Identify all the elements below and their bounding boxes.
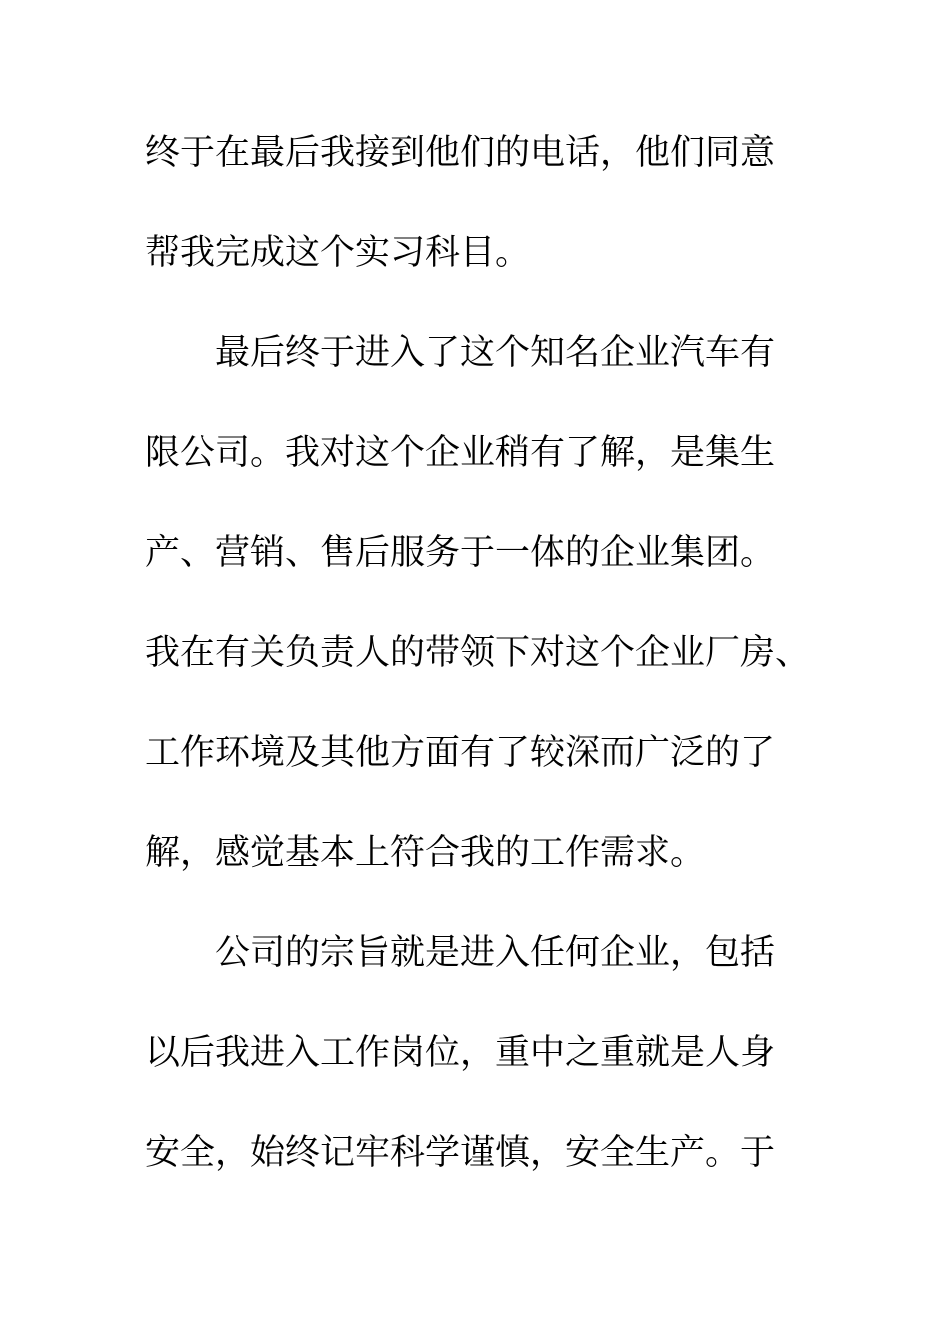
text-line-10: 以后我进入工作岗位，重中之重就是人身 — [145, 1033, 776, 1073]
text-line-2: 帮我完成这个实习科目。 — [145, 233, 531, 273]
text-line-4: 限公司。我对这个企业稍有了解，是集生 — [145, 433, 776, 473]
text-line-11: 安全，始终记牢科学谨慎，安全生产。于 — [145, 1133, 776, 1173]
paragraph-start-line: 公司的宗旨就是进入任何企业，包括 — [215, 933, 776, 973]
text-line-1: 终于在最后我接到他们的电话，他们同意 — [145, 133, 776, 173]
text-line-8: 解，感觉基本上符合我的工作需求。 — [145, 833, 706, 873]
text-line-7: 工作环境及其他方面有了较深而广泛的了 — [145, 733, 776, 773]
paragraph-start-line: 最后终于进入了这个知名企业汽车有 — [215, 333, 776, 373]
text-line-6: 我在有关负责人的带领下对这个企业厂房、 — [145, 633, 811, 673]
text-line-5: 产、营销、售后服务于一体的企业集团。 — [145, 533, 776, 573]
